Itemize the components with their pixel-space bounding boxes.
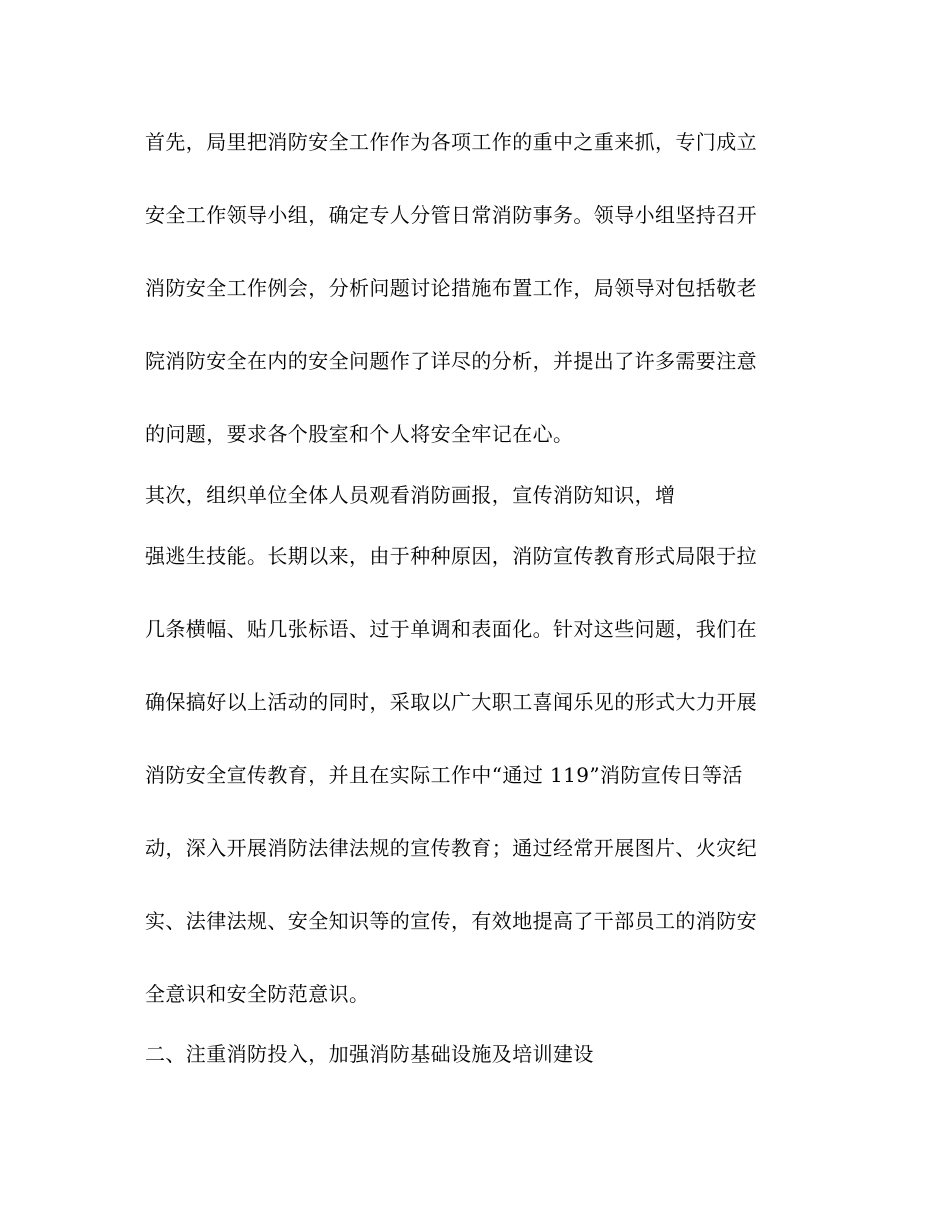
paragraph-line: 院消防安全在内的安全问题作了详尽的分析，并提出了许多需要注意 (145, 349, 757, 373)
paragraph-line: 其次，组织单位全体人员观看消防画报，宣传消防知识，增 (145, 483, 676, 507)
paragraph-line: 全意识和安全防范意识。 (145, 982, 370, 1006)
paragraph-line: 的问题，要求各个股室和个人将安全牢记在心。 (145, 422, 574, 446)
paragraph-line: 消防安全工作例会，分析问题讨论措施布置工作，局领导对包括敬老 (145, 276, 757, 300)
paragraph-line: 强逃生技能。长期以来，由于种种原因，消防宣传教育形式局限于拉 (145, 544, 757, 568)
paragraph-line: 首先，局里把消防安全工作作为各项工作的重中之重来抓，专门成立 (145, 130, 757, 154)
paragraph-line: 确保搞好以上活动的同时，采取以广大职工喜闻乐见的形式大力开展 (145, 690, 757, 714)
paragraph-line: 几条横幅、贴几张标语、过于单调和表面化。针对这些问题，我们在 (145, 617, 757, 641)
paragraph-line: 动，深入开展消防法律法规的宣传教育；通过经常开展图片、火灾纪 (145, 836, 757, 860)
section-heading: 二、注重消防投入，加强消防基础设施及培训建设 (145, 1042, 594, 1066)
paragraph-line: 安全工作领导小组，确定专人分管日常消防事务。领导小组坚持召开 (145, 203, 757, 227)
paragraph-line: 实、法律法规、安全知识等的宣传，有效地提高了干部员工的消防安 (145, 909, 757, 933)
paragraph-line: 消防安全宣传教育，并且在实际工作中“通过 119”消防宣传日等活 (145, 763, 743, 787)
